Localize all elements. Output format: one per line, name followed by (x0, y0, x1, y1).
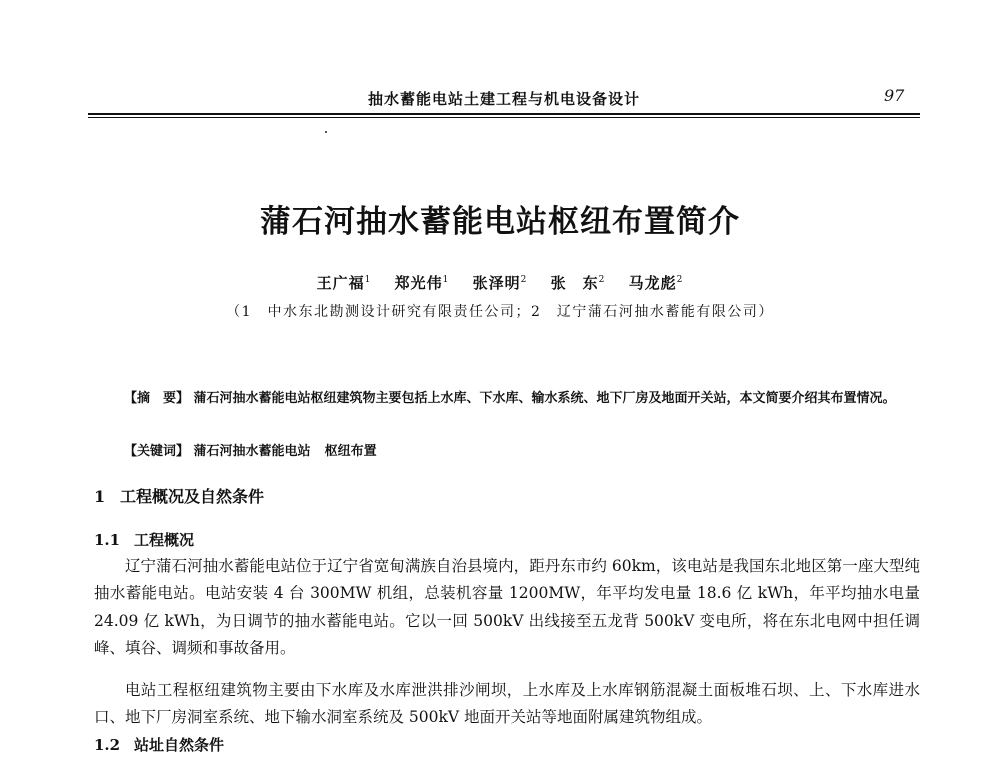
page-number: 97 (884, 86, 905, 105)
journal-title: 抽水蓄能电站土建工程与机电设备设计 (368, 90, 641, 108)
abstract-text: 蒲石河抽水蓄能电站枢纽建筑物主要包括上水库、下水库、输水系统、地下厂房及地面开关站，本文简要介绍其布置情况。 (193, 391, 896, 406)
author-affiliation-mark: 2 (598, 275, 606, 285)
body-paragraph-2: 电站工程枢纽建筑物主要由下水库及水库泄洪排沙闸坝，上水库及上水库钢筋混凝土面板堆石坝、上、下水库进水口、地下厂房洞室系统、地下输水洞室系统及 500kV 地面开关站等地面附属建筑物组成。 (94, 681, 920, 727)
header-rule-thin (88, 117, 920, 118)
author-1 (317, 274, 372, 292)
running-header (0, 0, 1000, 120)
subsection-number: 1.1 (94, 531, 121, 549)
author-affiliation-mark: 2 (520, 275, 528, 285)
author-list (0, 272, 1000, 293)
author-4 (551, 274, 606, 292)
body-paragraph-1: 辽宁蒲石河抽水蓄能电站位于辽宁省宽甸满族自治县境内，距丹东市约 60km，该电站是我国东北地区第一座大型纯抽水蓄能电站。电站安装 4 台 300MW 机组，总装机容量 1200MW，年平均发电量 18.6 亿 kWh，年平均抽水电量 24.09 亿 kWh，为日调节的抽水蓄能电站。它以一回 500kV 出线接至五龙背 500kV 变电所，将在东北电网中担任调峰、填谷、调频和事故备用。 (94, 557, 920, 657)
subsection-title: 站址自然条件 (134, 736, 225, 754)
keywords (124, 440, 914, 459)
author-name: 张 东 (550, 274, 599, 292)
abstract-tag: 【摘 要】 (124, 391, 190, 406)
author-affiliation-mark: 1 (442, 275, 450, 285)
section-heading-1 (94, 484, 264, 507)
author-name: 王广福 (316, 274, 365, 292)
author-5 (629, 274, 684, 292)
author-name: 张泽明 (472, 274, 521, 292)
section-title: 工程概况及自然条件 (120, 487, 265, 506)
author-3 (473, 274, 528, 292)
header-rule-thick (88, 113, 920, 115)
subsection-heading-1-2 (94, 734, 224, 755)
author-affiliation-mark: 1 (364, 275, 372, 285)
scan-speck (325, 131, 327, 133)
subsection-number: 1.2 (94, 736, 121, 754)
article-title: 蒲石河抽水蓄能电站枢纽布置简介 (260, 204, 740, 240)
subsection-heading-1-1 (94, 529, 194, 550)
author-affiliation-mark: 2 (676, 275, 684, 285)
author-2 (395, 274, 450, 292)
keyword-2: 枢纽布置 (324, 444, 377, 459)
keyword-1: 蒲石河抽水蓄能电站 (193, 444, 311, 459)
author-name: 郑光伟 (394, 274, 443, 292)
abstract (124, 387, 914, 411)
affiliation-line: （1 中水东北勘测设计研究有限责任公司；2 辽宁蒲石河抽水蓄能有限公司） (226, 304, 774, 320)
author-name: 马龙彪 (628, 274, 677, 292)
subsection-title: 工程概况 (134, 531, 195, 549)
keywords-tag: 【关键词】 (124, 444, 190, 459)
section-number: 1 (94, 487, 106, 506)
